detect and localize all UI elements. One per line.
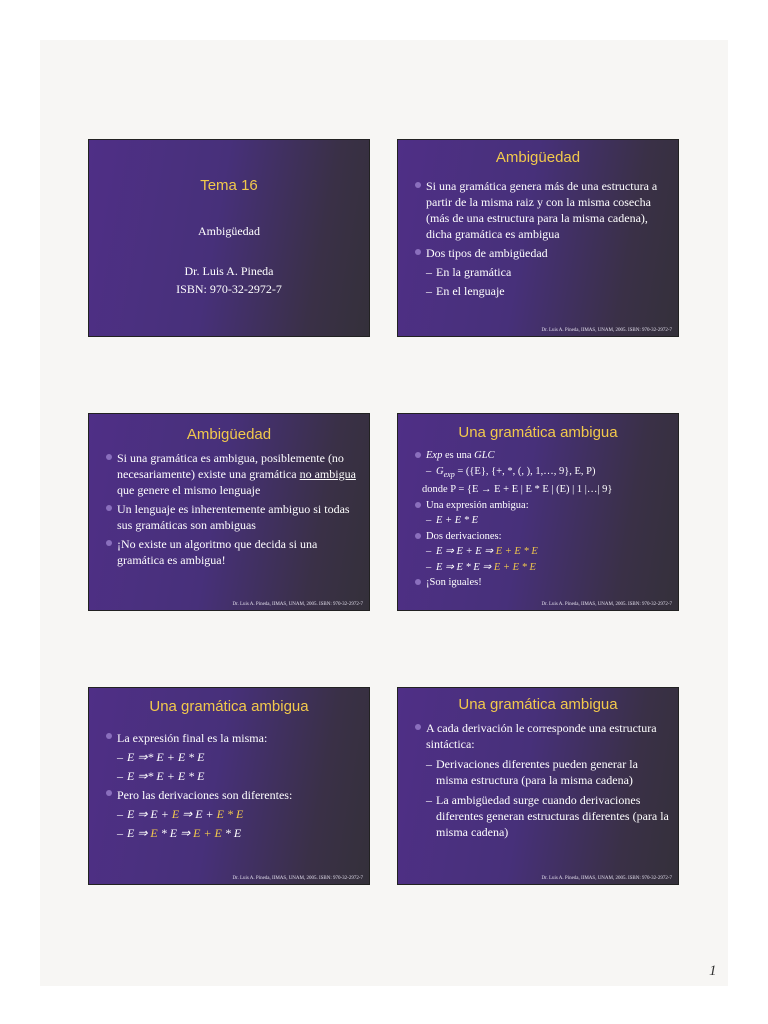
slide-heading: Una gramática ambigua	[458, 696, 618, 713]
sub-bullet: – E ⇒ E * E ⇒ E + E * E	[117, 826, 242, 840]
slide-gramatica-ambigua-1	[397, 413, 679, 611]
slide-footer: Dr. Luis A. Pineda, IIMAS, UNAM, 2005. ISBN: 970-32-2972-7	[232, 876, 363, 881]
bullet: Dos derivaciones:	[398, 529, 678, 545]
bullet: Pero las derivaciones son diferentes:	[89, 786, 369, 805]
bullet: La expresión final es la misma:	[89, 729, 369, 748]
bullet: A cada derivación le corresponde una estructura sintáctica:	[398, 720, 678, 752]
slide-gramatica-ambigua-3	[397, 687, 679, 885]
sub-bullet: – En la gramática	[426, 265, 512, 279]
isbn: ISBN: 970-32-2972-7	[176, 282, 282, 296]
slide-ambiguedad-2	[88, 413, 370, 611]
slide-body	[89, 224, 369, 298]
slide-footer: Dr. Luis A. Pineda, IIMAS, UNAM, 2005. ISBN: 970-32-2972-7	[232, 602, 363, 607]
sub-bullet: – La ambigüedad surge cuando derivaciones diferentes generan estructuras diferentes (para la misma cadena)	[426, 793, 669, 839]
slide-footer: Dr. Luis A. Pineda, IIMAS, UNAM, 2005. ISBN: 970-32-2972-7	[541, 328, 672, 333]
slide-heading: Ambigüedad	[495, 149, 581, 166]
bullet: Un lenguaje es inherentemente ambiguo si todas sus gramáticas son ambiguas	[89, 501, 369, 533]
sub-bullet: – $G_{exp} = (\{E\}$, {+, *, (, ), 1,…, 9}, E, P)	[426, 465, 596, 479]
slide-body	[89, 729, 369, 843]
bullet: Dos tipos de ambigüedad	[398, 245, 678, 261]
slide-heading: Tema 16	[200, 177, 258, 194]
slide-footer: Dr. Luis A. Pineda, IIMAS, UNAM, 2005. ISBN: 970-32-2972-7	[541, 602, 672, 607]
slide-heading: Ambigüedad	[186, 426, 272, 443]
sub-bullet: – E ⇒* E + E * E	[117, 750, 205, 764]
bullet: ¡Son iguales!	[398, 575, 678, 591]
definition-line: donde P = {E → E + E | E * E | (E) | 1 |…| 9}	[422, 484, 613, 496]
sub-bullet: – Derivaciones diferentes pueden generar la misma estructura (para la misma cadena)	[426, 757, 638, 787]
slide-body	[398, 178, 678, 299]
bullet: Si una gramática genera más de una estructura a partir de la misma raiz y con la misma cosecha (más de una estructura para la misma cadena), dicha gramática es ambigua	[398, 178, 678, 242]
slide-footer: Dr. Luis A. Pineda, IIMAS, UNAM, 2005. ISBN: 970-32-2972-7	[541, 876, 672, 881]
slide-title	[88, 139, 370, 337]
slide-body	[398, 448, 678, 591]
slide-body	[89, 450, 369, 568]
sub-bullet: – E ⇒ E + E ⇒ E + E * E	[117, 807, 244, 821]
sub-bullet: – E ⇒* E + E * E	[117, 769, 205, 783]
bullet: ¡No existe un algoritmo que decida si una gramática es ambigua!	[89, 536, 369, 568]
sub-bullet: – E ⇒ E * E ⇒ E + E * E	[426, 561, 536, 573]
slide-body	[398, 720, 678, 840]
page-number: 1	[709, 963, 717, 979]
sub-bullet: – E ⇒ E + E ⇒ E + E * E	[426, 546, 538, 558]
bullet: Exp es una GLC	[398, 448, 678, 464]
sub-bullet: – En el lenguaje	[426, 284, 505, 298]
sub-bullet: – E + E * E	[426, 515, 479, 527]
author: Dr. Luis A. Pineda	[184, 264, 274, 278]
bullet: Si una gramática es ambigua, posiblemente (no necesariamente) existe una gramática no ambigua que genere el mismo lenguaje	[89, 450, 369, 498]
slide-heading: Una gramática ambigua	[458, 424, 618, 441]
slide-heading: Una gramática ambigua	[149, 698, 309, 715]
slide-ambiguedad-1	[397, 139, 679, 337]
slide-gramatica-ambigua-2	[88, 687, 370, 885]
bullet: Una expresión ambigua:	[398, 498, 678, 514]
subtitle: Ambigüedad	[198, 224, 260, 238]
